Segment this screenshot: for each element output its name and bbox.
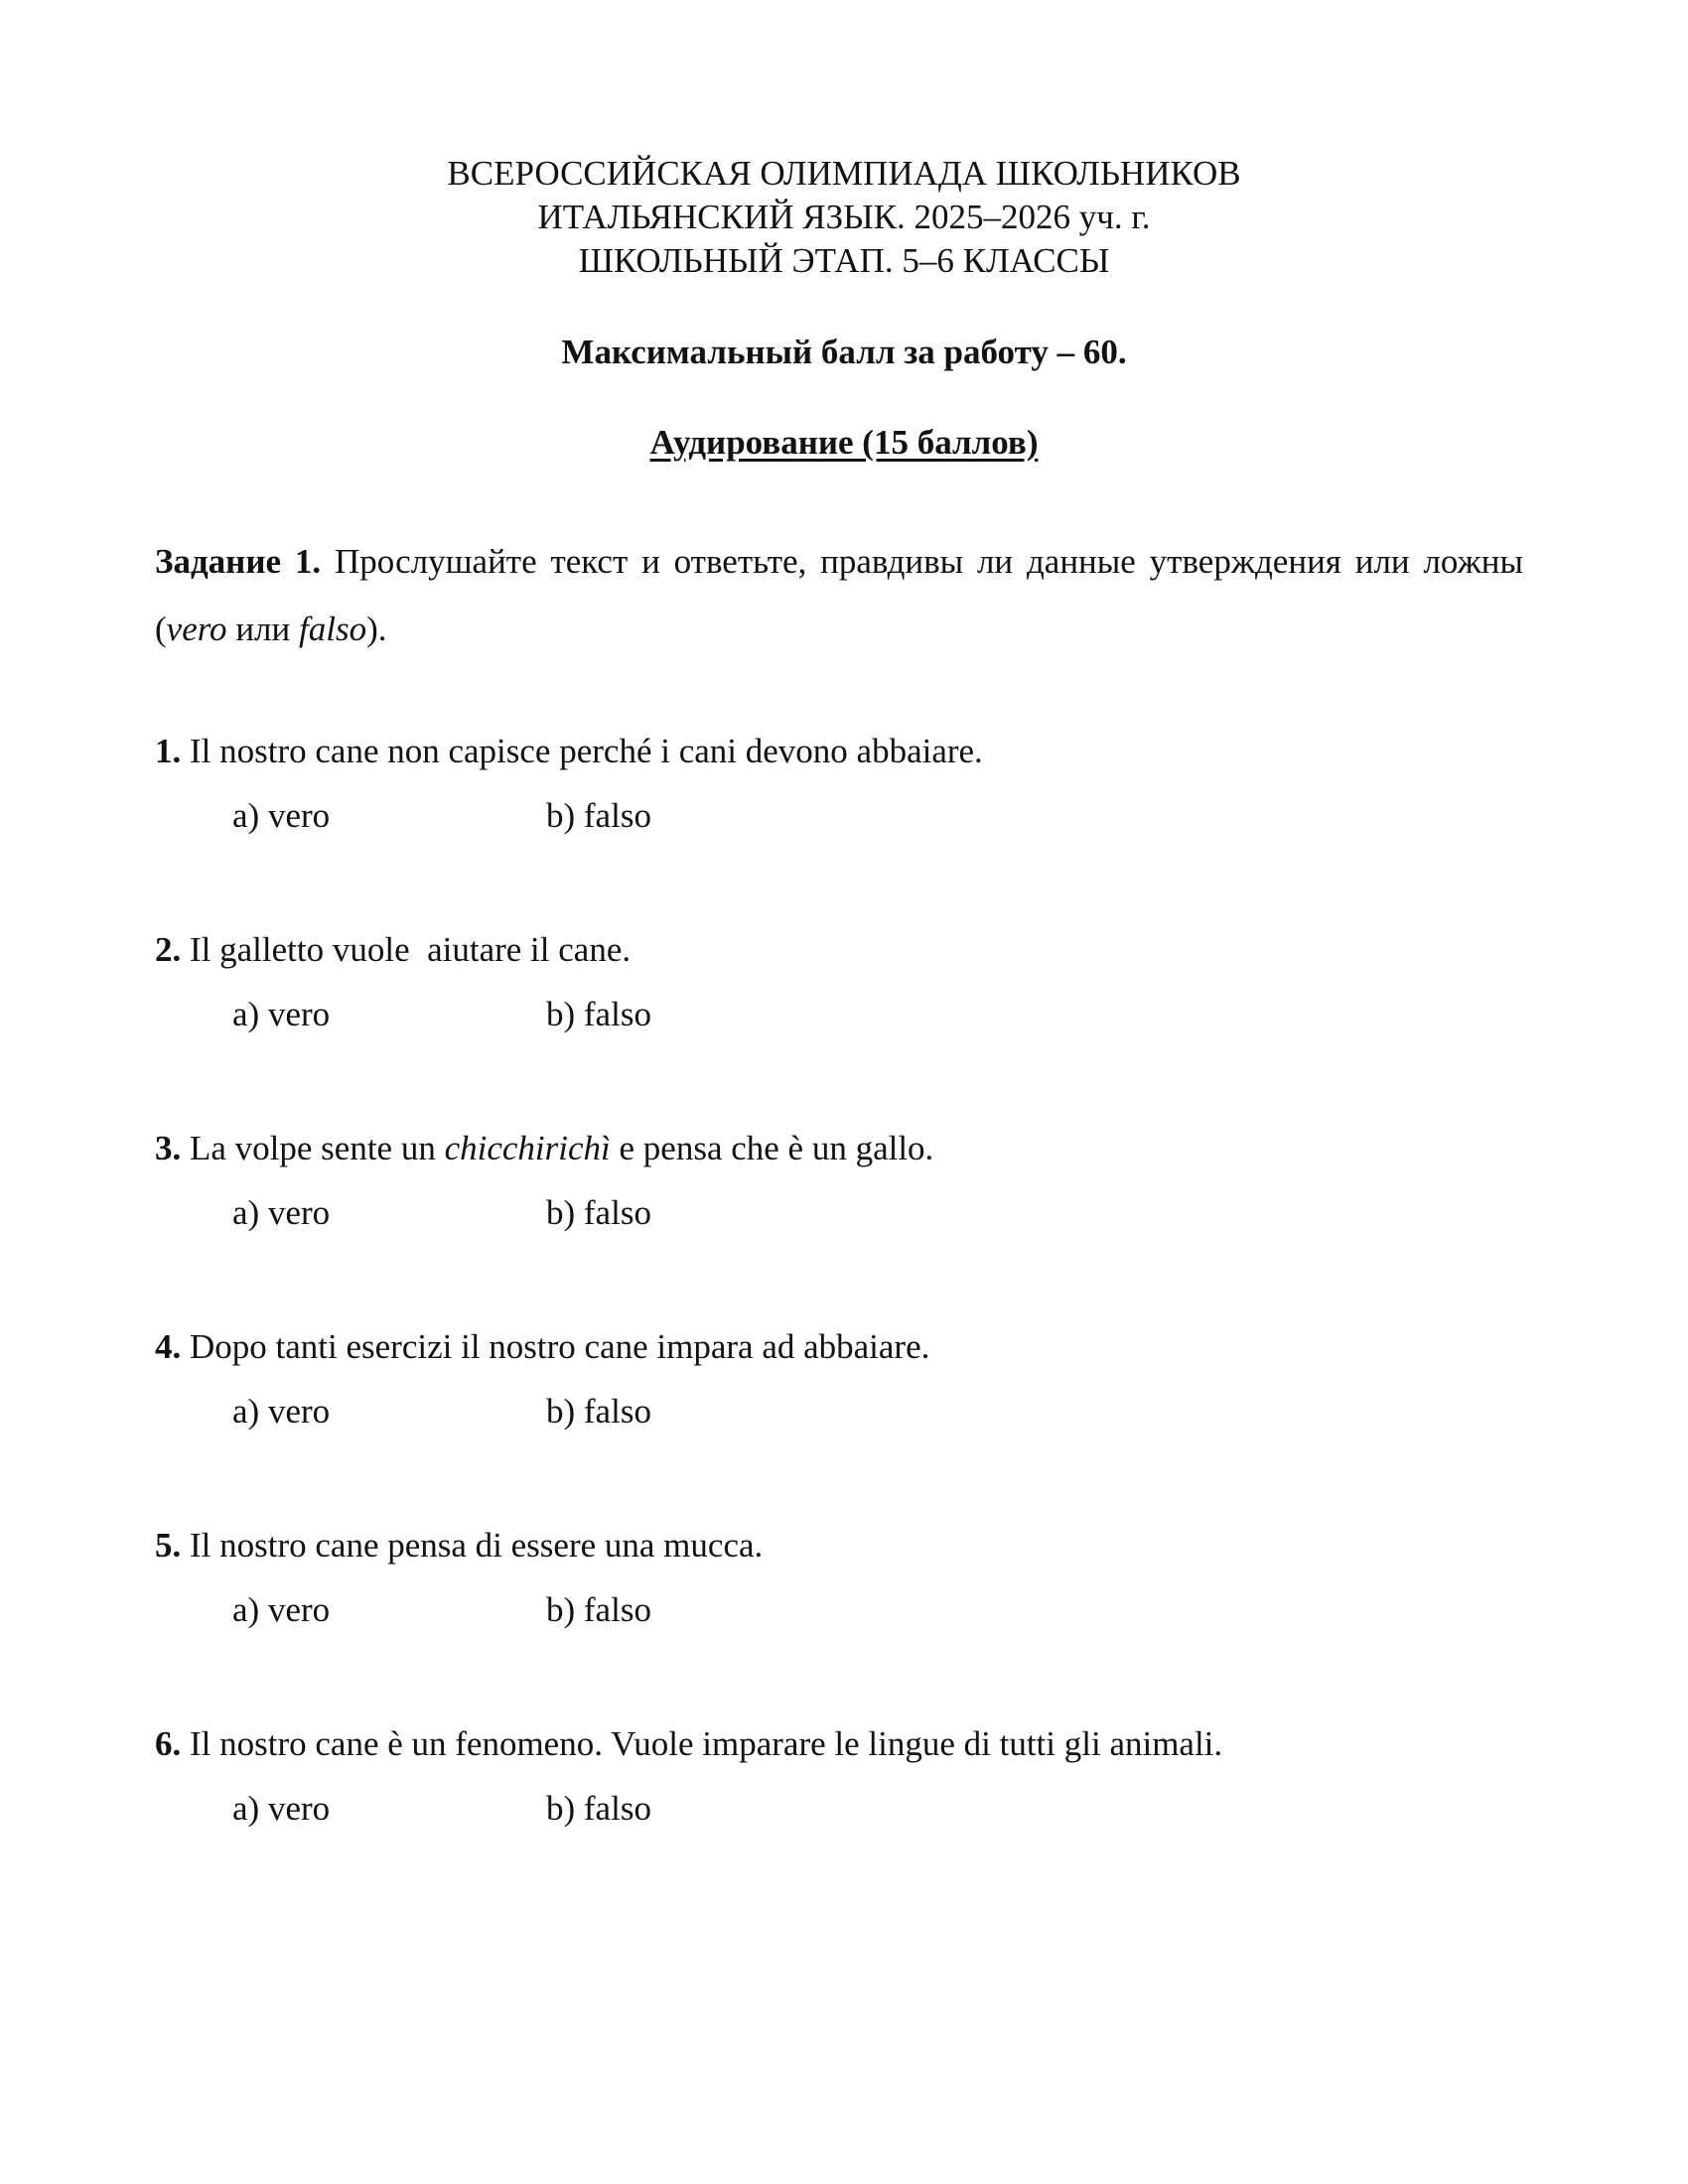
max-score: Максимальный балл за работу – 60. [561,333,1127,371]
question-number: 1. [155,732,182,770]
question-text: Il nostro cane non capisce perché i cani devono abbaiare. [181,732,983,770]
question-text: Dopo tanti esercizi il nostro cane impara ad abbaiare. [181,1327,930,1366]
question-text-after: e pensa che è un gallo. [610,1129,934,1167]
option-a[interactable]: a) vero [232,796,331,835]
header-line-subject: ИТАЛЬЯНСКИЙ ЯЗЫК. 2025–2026 уч. г. [537,198,1151,236]
question-text: Il nostro cane pensa di essere una mucca. [181,1526,764,1565]
page-header [0,152,1688,283]
task-text-after: ). [366,610,387,648]
option-b[interactable]: b) falso [546,1590,651,1629]
option-a[interactable]: a) vero [232,1590,331,1629]
option-b[interactable]: b) falso [546,1193,651,1232]
question-number: 4. [155,1327,182,1366]
option-a[interactable]: a) vero [232,995,331,1033]
section-title [0,421,1688,465]
question-2 [155,928,1545,972]
task-falso: falso [299,610,367,648]
option-a[interactable]: a) vero [232,1789,331,1828]
question-number: 3. [155,1129,182,1167]
question-number: 5. [155,1526,182,1565]
question-text-italic: chicchirichì [444,1129,611,1167]
question-number: 6. [155,1724,182,1763]
section-title-text: Аудирование (15 баллов) [649,423,1039,462]
header-line-stage: ШКОЛЬНЫЙ ЭТАП. 5–6 КЛАССЫ [578,241,1110,280]
question-5 [155,1524,1545,1568]
question-text: Il galletto vuole aiutare il cane. [181,930,632,969]
question-text: Il nostro cane è un fenomeno. Vuole imparare le lingue di tutti gli animali. [181,1724,1223,1763]
option-a[interactable]: a) vero [232,1193,331,1232]
task-text-before: Прослушайте текст и ответьте, правдивы ли данные утверждения или ложны ( [155,542,1523,648]
header-line-olympiad: ВСЕРОССИЙСКАЯ ОЛИМПИАДА ШКОЛЬНИКОВ [447,154,1241,193]
question-4 [155,1325,1545,1369]
task-vero: vero [166,610,227,648]
option-b[interactable]: b) falso [546,1789,651,1828]
question-number: 2. [155,930,182,969]
task-or-word: или [226,610,299,648]
option-b[interactable]: b) falso [546,1392,651,1431]
task-instruction [155,528,1523,663]
question-6 [155,1722,1545,1766]
question-3 [155,1127,1545,1170]
question-1 [155,730,1545,773]
option-b[interactable]: b) falso [546,796,651,835]
question-text-before: La volpe sente un [181,1129,445,1167]
option-b[interactable]: b) falso [546,995,651,1033]
option-a[interactable]: a) vero [232,1392,331,1431]
task-label: Задание 1. [155,542,322,581]
